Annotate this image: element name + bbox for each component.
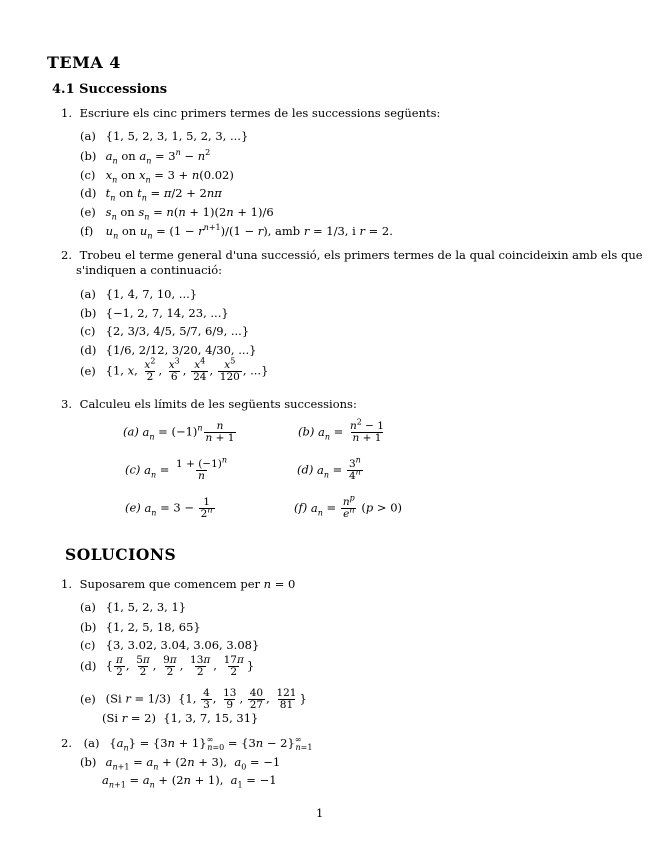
list-item: (e) $s_n$ on $s_n = n(n + 1)(2n + 1)/6$: [80, 205, 274, 222]
solutions-heading: SOLUCIONS: [65, 545, 177, 564]
list-item: (a) {1, 4, 7, 10, ...}: [80, 287, 198, 301]
question-number: 3.: [61, 397, 72, 411]
solution-2: 2. (a) $\{a_n\} = \{3n + 1\}^\infty_{n=0} = \{3n - 2\}^\infty_{n=1}$: [61, 735, 313, 753]
page-number: 1: [316, 806, 324, 820]
list-item: (d) { $\frac{\pi}{2}$ , $\frac{5\pi}{2}$ , $\frac{9\pi}{2}$ , $\frac{13\pi}{2}$ , $\frac{17\pi}{2}$ }: [80, 654, 255, 679]
list-item: (b) $a_{n+1} = a_n + (2n + 3)$, $a_0 = -1$: [80, 755, 281, 772]
list-item: (e) (Si r = 1/3) {1, $\frac{4}{3}$ , $\frac{13}{9}$ , $\frac{40}{27}$ , $\frac{121}{81}$ }: [80, 687, 307, 712]
question-number: 2.: [61, 248, 72, 262]
limit-item: (f) $a_n$ = $\frac{n^p}{e^n}$ (p > 0): [294, 493, 403, 521]
list-item: (a) {1, 5, 2, 3, 1, 5, 2, 3, ...}: [80, 129, 249, 143]
list-item: (b) {1, 2, 5, 18, 65}: [80, 620, 201, 634]
list-item: (Si r = 2) {1, 3, 7, 15, 31}: [102, 711, 259, 725]
solution-number: 2.: [61, 736, 72, 750]
list-item: (f) $u_n$ on $u_n = (1 - r^{n+1})/(1 - r)$, amb r = 1/3, i r = 2.: [80, 223, 393, 241]
question-text: Escriure els cinc primers termes de les successions següents:: [79, 106, 441, 120]
list-item: (c) $x_n$ on $x_n = 3 + n(0.02)$: [80, 168, 234, 185]
section-heading: 4.1 Successions: [52, 82, 168, 97]
solution-number: 1.: [61, 577, 72, 591]
list-item: (d) $t_n$ on $t_n = \pi/2 + 2n\pi$: [80, 186, 222, 203]
question-text-continued: s'indiquen a continuació:: [76, 263, 222, 277]
solution-1: 1. Suposarem que comencem per n = 0: [61, 577, 296, 591]
question-1: [61, 106, 440, 120]
page-title: TEMA 4: [47, 53, 121, 72]
limit-item: (e) $a_n = 3$ − $\frac{1}{2^n}$: [125, 496, 213, 521]
question-3: [61, 397, 357, 411]
limit-item: (d) $a_n$ = $\frac{3^n}{4^n}$: [297, 455, 361, 483]
limit-item: (c) $a_n$ = $\frac{1 + (-1)^n}{n}$: [125, 455, 228, 483]
list-item: $a_{n+1} = a_n + (2n + 1)$, $a_1 = -1$: [102, 773, 277, 790]
list-item: (d) {1/6, 2/12, 3/20, 4/30, ...}: [80, 343, 257, 357]
list-item: (e) {1, x, $\frac{x^2}{2}$ , $\frac{x^3}{6}$ , $\frac{x^4}{24}$ , $\frac{x^5}{120}$ , ...}: [80, 356, 269, 384]
question-text: Trobeu el terme general d'una successió, els primers termes de la qual coincideixin amb els que: [79, 248, 643, 262]
question-number: 1.: [61, 106, 72, 120]
list-item: (b) {−1, 2, 7, 14, 23, ...}: [80, 306, 229, 320]
question-text: Calculeu els límits de les següents successions:: [79, 397, 357, 411]
limit-item: (b) $a_n$ = $\frac{n^2 - 1}{n + 1}$: [298, 417, 384, 445]
question-2: [61, 248, 643, 262]
list-item: (c) {2, 3/3, 4/5, 5/7, 6/9, ...}: [80, 324, 250, 338]
list-item: (b) $a_n$ on $a_n = 3^n - n^2$: [80, 148, 211, 166]
list-item: (c) {3, 3.02, 3.04, 3.06, 3.08}: [80, 638, 260, 652]
limit-item: (a) $a_n = (-1)^n$ $\frac{n}{n + 1}$: [123, 420, 235, 445]
list-item: (a) {1, 5, 2, 3, 1}: [80, 600, 187, 614]
